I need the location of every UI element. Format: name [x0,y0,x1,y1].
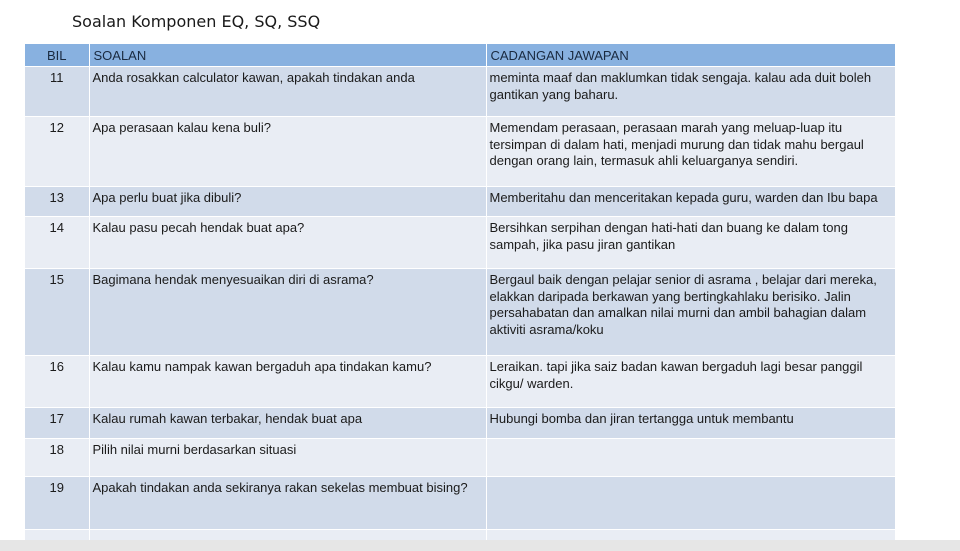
header-jawapan: CADANGAN JAWAPAN [486,44,895,67]
answer-cell: Bersihkan serpihan dengan hati-hati dan buang ke dalam tong sampah, jika pasu jiran gantikan [486,217,895,269]
question-cell: Bagimana hendak menyesuaikan diri di asrama? [89,269,486,356]
header-soalan: SOALAN [89,44,486,67]
table-row [25,187,895,217]
table-row [25,408,895,439]
table-row [25,439,895,477]
table-row [25,356,895,408]
table-row [25,67,895,117]
question-cell: Apakah tindakan anda sekiranya rakan sekelas membuat bising? [89,477,486,530]
table-row [25,477,895,530]
answer-cell: Memendam perasaan, perasaan marah yang meluap-luap itu tersimpan di dalam hati, menjadi murung dan tidak mahu bergaul dengan orang lain, termasuk ahli keluarganya sendiri. [486,117,895,187]
answer-cell: Leraikan. tapi jika saiz badan kawan bergaduh lagi besar panggil cikgu/ warden. [486,356,895,408]
row-number: 11 [25,67,89,117]
row-number: 14 [25,217,89,269]
question-cell: Kalau kamu nampak kawan bergaduh apa tindakan kamu? [89,356,486,408]
question-cell: Kalau rumah kawan terbakar, hendak buat apa [89,408,486,439]
question-cell: Kalau pasu pecah hendak buat apa? [89,217,486,269]
table-row [25,269,895,356]
question-cell: Apa perasaan kalau kena buli? [89,117,486,187]
row-number: 13 [25,187,89,217]
row-number: 19 [25,477,89,530]
row-number: 17 [25,408,89,439]
question-cell: Apa perlu buat jika dibuli? [89,187,486,217]
table-row [25,117,895,187]
bottom-scroll-bar [0,540,960,551]
row-number: 16 [25,356,89,408]
row-number: 18 [25,439,89,477]
answer-cell: Hubungi bomba dan jiran tertangga untuk membantu [486,408,895,439]
header-bil: BIL [25,44,89,67]
question-table [25,44,896,544]
answer-cell: meminta maaf dan maklumkan tidak sengaja. kalau ada duit boleh gantikan yang baharu. [486,67,895,117]
question-cell: Pilih nilai murni berdasarkan situasi [89,439,486,477]
answer-cell [486,439,895,477]
row-number: 15 [25,269,89,356]
table-header-row [25,44,895,67]
answer-cell: Memberitahu dan menceritakan kepada guru, warden dan Ibu bapa [486,187,895,217]
question-cell: Anda rosakkan calculator kawan, apakah tindakan anda [89,67,486,117]
page-title: Soalan Komponen EQ, SQ, SSQ [72,12,321,31]
table-row [25,217,895,269]
answer-cell [486,477,895,530]
row-number: 12 [25,117,89,187]
answer-cell: Bergaul baik dengan pelajar senior di asrama , belajar dari mereka, elakkan daripada berkawan yang bertingkahlaku berisiko. Jalin persahabatan dan amalkan nilai murni dan ambil bahagian dalam aktiviti asrama/koku [486,269,895,356]
question-table-container [25,44,895,544]
